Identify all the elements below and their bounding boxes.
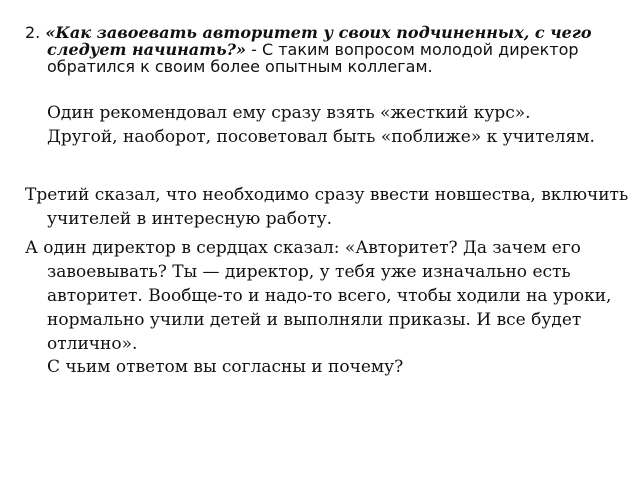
- advice-fourth: А один директор в сердцах сказал: «Авторитет? Да зачем его завоевывать? Ты — директор, у тебя уже изначально есть авторитет. Вообще-то и надо-то всего, чтобы ходили на уроки, нормально учили детей и выполняли приказы. И все будет отлично».: [25, 238, 612, 354]
- question-number: 2.: [25, 23, 41, 42]
- advice-first: Один рекомендовал ему сразу взять «жесткий курс».: [47, 103, 531, 123]
- question-title: «Как завоевать авторитет у своих подчиненных, с чего следует начинать?»: [45, 23, 592, 59]
- closing-question: С чьим ответом вы согласны и почему?: [47, 357, 404, 377]
- advice-third: Третий сказал, что необходимо сразу ввести новшества, включить учителей в интересную работу.: [25, 185, 629, 229]
- question-lead: - С таким вопросом молодой директор обратился к своим более опытным коллегам.: [47, 40, 579, 76]
- question-intro: [25, 24, 607, 75]
- advice-second: Другой, наоборот, посоветовал быть «поближе» к учителям.: [47, 127, 595, 147]
